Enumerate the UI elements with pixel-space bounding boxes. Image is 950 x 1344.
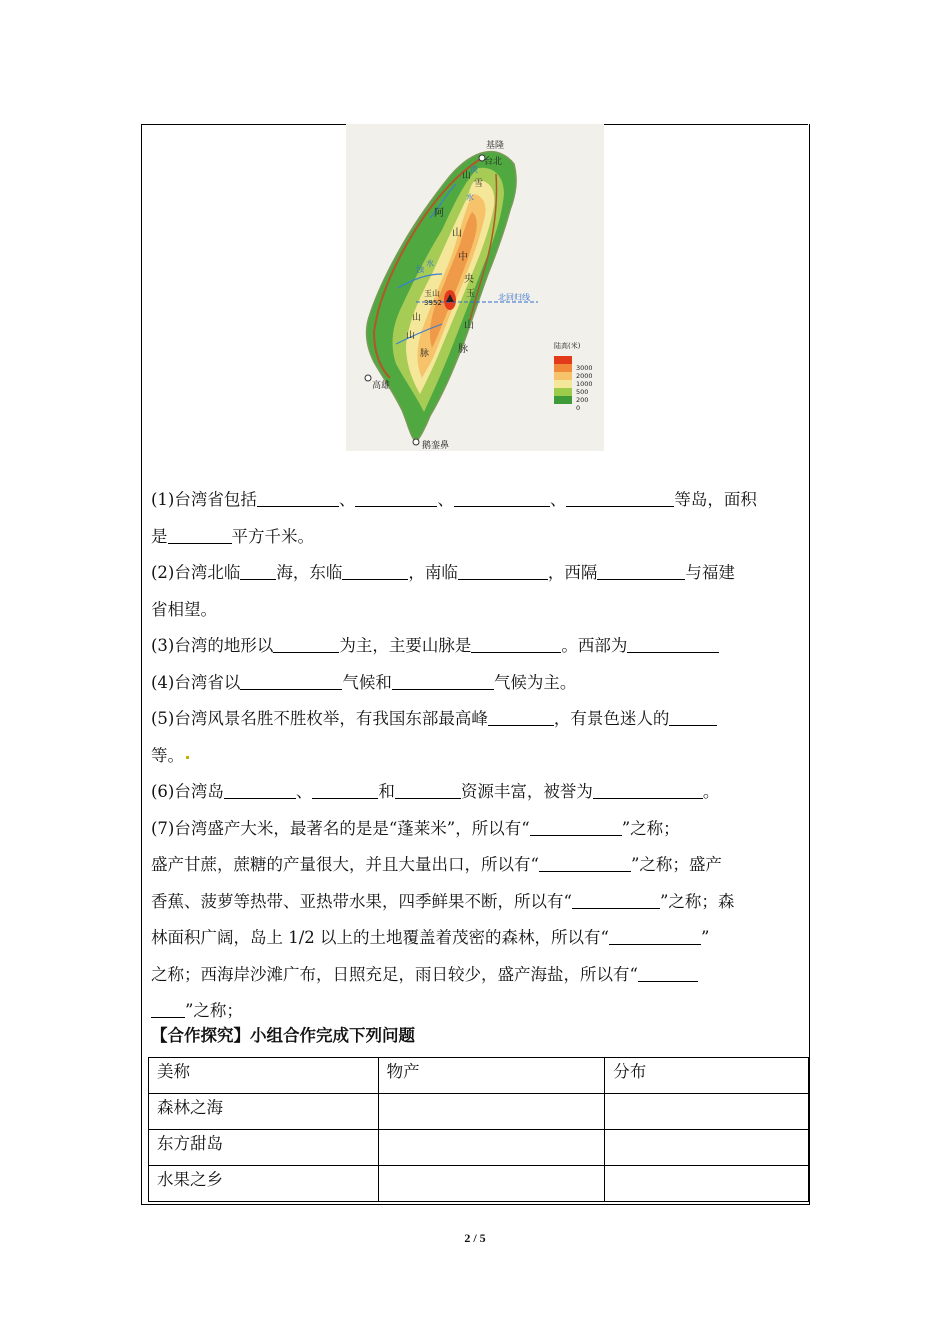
legend-value: 0 [576, 404, 581, 412]
legend-value: 1000 [576, 380, 593, 388]
stray-mark [186, 756, 189, 759]
question-4: (4)台湾省以 气候和 气候为主。 [151, 665, 801, 702]
answer-blank[interactable] [471, 633, 561, 653]
header-cell: 美称 [149, 1058, 379, 1094]
label-yushan-height: 3952 [424, 299, 442, 307]
answer-blank[interactable] [257, 487, 339, 507]
taiwan-map-svg [346, 124, 604, 451]
frame-top-right [604, 124, 808, 125]
label-tropic: 北回归线 [498, 293, 530, 302]
table-row [149, 1130, 809, 1166]
row-label: 水果之乡 [149, 1166, 379, 1202]
frame-top-left [141, 124, 346, 125]
legend-swatch [554, 388, 572, 396]
answer-blank[interactable] [638, 962, 698, 982]
question-7: (7)台湾盛产大米，最著名的是是“蓬莱米”，所以有“ ”之称； [151, 811, 801, 848]
answer-blank[interactable] [530, 816, 622, 836]
label-range-a2: 山 [452, 228, 462, 239]
taiwan-map [346, 124, 604, 451]
answer-blank[interactable] [312, 779, 378, 799]
question-6: (6)台湾岛 、 和 资源丰富，被誉为 。 [151, 774, 801, 811]
legend-value: 500 [576, 388, 589, 396]
question-1-cont: 是 平方千米。 [151, 519, 801, 556]
label-range-y2: 山 [412, 313, 422, 323]
row-label: 森林之海 [149, 1094, 379, 1130]
legend-swatch [554, 396, 572, 404]
answer-blank[interactable] [566, 487, 674, 507]
answer-blank[interactable] [240, 670, 342, 690]
question-3: (3)台湾的地形以 为主，主要山脉是 。西部为 [151, 628, 801, 665]
legend-swatch [554, 364, 572, 372]
legend-swatch [554, 372, 572, 380]
header-cell: 物产 [378, 1058, 605, 1094]
answer-blank[interactable] [392, 670, 494, 690]
answer-blank[interactable] [593, 779, 703, 799]
label-range-y4: 脉 [420, 349, 430, 359]
legend-value: 2000 [576, 372, 593, 380]
label-kaohsiung: 高雄 [372, 381, 391, 391]
answer-cell[interactable] [378, 1130, 605, 1166]
label-keelung: 基隆 [486, 141, 505, 151]
answer-cell[interactable] [378, 1166, 605, 1202]
coop-title: 【合作探究】小组合作完成下列问题 [151, 1026, 415, 1045]
label-taipei: 台北 [484, 157, 503, 167]
answer-blank[interactable] [539, 852, 631, 872]
label-river3: 浊 [416, 265, 424, 274]
legend-title: 陆高(米) [554, 342, 581, 350]
answer-blank[interactable] [572, 889, 660, 909]
answer-cell[interactable] [605, 1166, 809, 1202]
question-7-line4: 林面积广阔，岛上 1/2 以上的土地覆盖着茂密的森林，所以有“ ” [151, 920, 801, 957]
question-5: (5)台湾风景名胜不胜枚举，有我国东部最高峰 ，有景色迷人的 [151, 701, 801, 738]
table-row [149, 1094, 809, 1130]
label-range-c1: 中 [458, 252, 468, 263]
header-cell: 分布 [605, 1058, 809, 1094]
question-7-line2: 盛产甘蔗，蔗糖的产量很大，并且大量出口，所以有“ ”之称；盛产 [151, 847, 801, 884]
label-range-y3: 山 [406, 331, 416, 341]
question-5-cont: 等。 [151, 738, 801, 775]
page-number: 2 / 5 [464, 1231, 486, 1245]
answer-cell[interactable] [378, 1094, 605, 1130]
answer-blank[interactable] [151, 998, 185, 1018]
answer-blank[interactable] [597, 560, 685, 580]
answer-blank[interactable] [609, 925, 701, 945]
question-block [151, 482, 801, 1030]
answer-blank[interactable] [224, 779, 296, 799]
answer-cell[interactable] [605, 1130, 809, 1166]
table-row [149, 1166, 809, 1202]
label-range-c2: 央 [464, 274, 474, 285]
label-range-a1: 阿 [434, 208, 444, 219]
label-range-x2: 山 [462, 171, 472, 181]
answer-blank[interactable] [458, 560, 548, 580]
answer-blank[interactable] [669, 706, 717, 726]
answer-blank[interactable] [488, 706, 554, 726]
legend-swatch [554, 356, 572, 364]
label-range-x1: 雪 [474, 179, 484, 189]
answer-blank[interactable] [273, 633, 339, 653]
city-marker-kaohsiung [365, 375, 371, 381]
label-yushan: 玉山 [424, 289, 440, 298]
label-range-y1: 玉 [466, 289, 476, 299]
label-river4: 水 [426, 259, 434, 268]
label-river1: 淡 [470, 165, 478, 174]
answer-cell[interactable] [605, 1094, 809, 1130]
answer-blank[interactable] [240, 560, 276, 580]
question-1: (1)台湾省包括 、 、 、 等岛，面积 [151, 482, 801, 519]
coop-table [148, 1057, 809, 1202]
question-7-line3: 香蕉、菠萝等热带、亚热带水果，四季鲜果不断，所以有“ ”之称；森 [151, 884, 801, 921]
question-2: (2)台湾北临 海，东临 ，南临 ，西隔 与福建 [151, 555, 801, 592]
label-river2: 水 [466, 193, 474, 202]
row-label: 东方甜岛 [149, 1130, 379, 1166]
label-eluanbi: 鹅銮鼻 [422, 441, 450, 451]
city-marker-eluanbi [413, 439, 419, 445]
answer-blank[interactable] [168, 524, 232, 544]
table-header-row [149, 1058, 809, 1094]
answer-blank[interactable] [395, 779, 461, 799]
label-range-b1: 山 [464, 320, 474, 331]
question-7-line6: ”之称； [151, 993, 801, 1030]
legend-value: 3000 [576, 364, 593, 372]
answer-blank[interactable] [342, 560, 408, 580]
answer-blank[interactable] [355, 487, 437, 507]
question-2-cont: 省相望。 [151, 599, 217, 619]
legend-swatch [554, 380, 572, 388]
question-7-line5: 之称；西海岸沙滩广布，日照充足，雨日较少，盛产海盐，所以有“ [151, 957, 801, 994]
answer-blank[interactable] [454, 487, 550, 507]
legend-value: 200 [576, 396, 589, 404]
answer-blank[interactable] [627, 633, 719, 653]
label-range-b2: 脉 [458, 344, 468, 355]
